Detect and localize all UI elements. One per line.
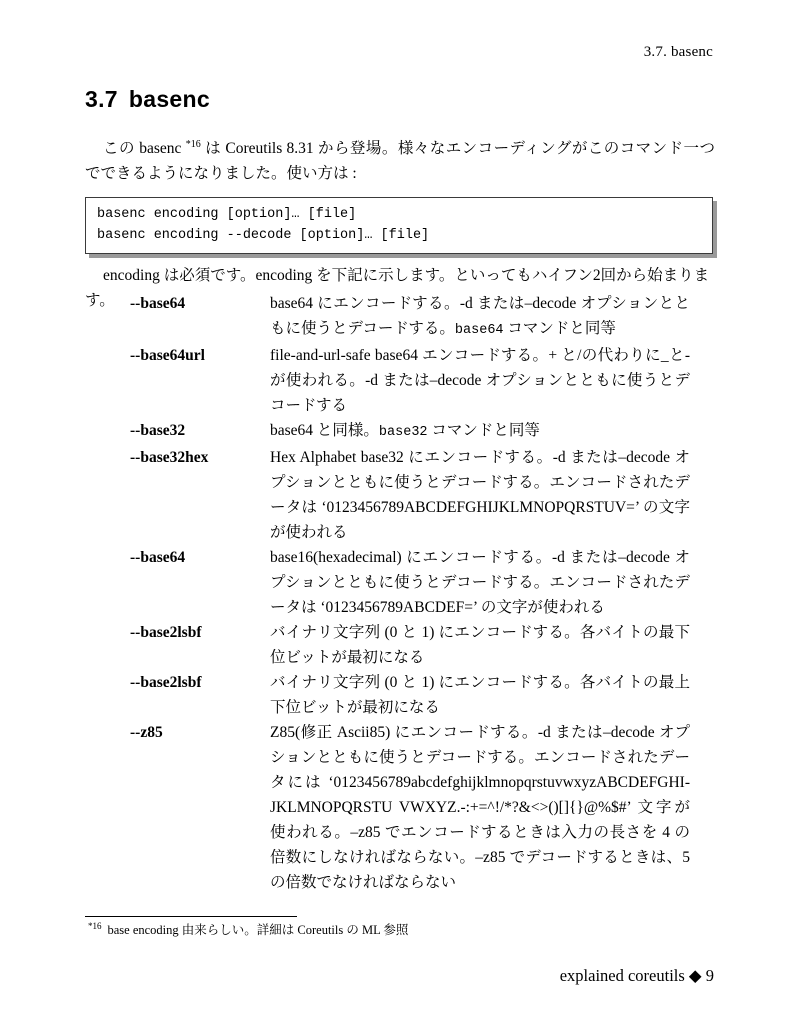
option-description: base64 と同様。base32 コマンドと同等 <box>270 422 540 440</box>
usage-code-box <box>85 197 713 254</box>
option-term: --base2lsbf <box>130 624 202 641</box>
option-term: --base2lsbf <box>130 674 202 691</box>
option-row <box>85 291 715 343</box>
option-description: base64 にエンコードする。-d または–decode オプションとともに使うとデコードする。base64 コマンドと同等 <box>270 295 690 338</box>
section-number: 3.7 <box>85 86 118 112</box>
option-term: --z85 <box>130 724 163 741</box>
option-row <box>85 545 715 620</box>
option-term: --base32 <box>130 422 186 439</box>
page-footer: explained coreutils ◆ 9 <box>559 966 714 985</box>
option-description: Z85(修正 Ascii85) にエンコードする。-d または–decode オプションとともに使うとデコードする。エンコードされたデータには ‘0123456789abcdefghijklmnopqrstuvwxyzABCDEFGHI-JKLMNOPQRSTU VWXYZ.-:+=^!/*?&<>()[]{}@%$#’ 文字が使われる。–z85 でエンコードするときは入力の長さを 4 の倍数にしなければならない。–z85 でデコードするときは、5 の倍数でなければならない <box>270 724 690 891</box>
section-heading <box>85 86 210 113</box>
intro-paragraph <box>85 136 715 186</box>
option-description: file-and-url-safe base64 エンコードする。+ と/の代わりに_と- が使われる。-d または–decode オプションとともに使うとデコードする <box>270 347 690 414</box>
options-list <box>85 291 715 895</box>
option-row <box>85 445 715 545</box>
option-term: --base64 <box>130 295 186 312</box>
option-row <box>85 670 715 720</box>
footnote-text: base encoding 由来らしい。詳細は Coreutils の ML 参照 <box>107 923 409 937</box>
footnote <box>88 921 708 939</box>
option-row <box>85 620 715 670</box>
footnote-marker: *16 <box>88 920 102 931</box>
footnote-ref: *16 <box>185 138 201 150</box>
option-description: バイナリ文字列 (0 と 1) にエンコードする。各バイトの最下位ビットが最初になる <box>270 624 690 666</box>
intro-text-before: この basenc <box>103 140 186 157</box>
code-line-encode: basenc encoding [option]… [file] <box>97 207 357 222</box>
code-line-decode: basenc encoding --decode [option]… [file] <box>97 228 430 243</box>
option-description: バイナリ文字列 (0 と 1) にエンコードする。各バイトの最上下位ビットが最初になる <box>270 674 690 716</box>
section-title: basenc <box>128 86 210 112</box>
option-row <box>85 343 715 418</box>
running-head: 3.7. basenc <box>643 44 713 60</box>
encoding-note-paragraph: encoding は必須です。encoding を下記に示します。といってもハイフン2回から始まります。 <box>85 267 710 309</box>
footnote-rule <box>85 916 297 917</box>
option-description: Hex Alphabet base32 にエンコードする。-d または–decode オプションとともに使うとデコードする。エンコードされたデータは ‘0123456789ABCDEFGHIJKLMNOPQRSTUV=’ の文字が使われる <box>270 449 690 541</box>
option-term: --base64url <box>130 347 205 364</box>
option-description: base16(hexadecimal) にエンコードする。-d または–decode オプションとともに使うとデコードする。エンコードされたデータは ‘0123456789ABCDEF=’ の文字が使われる <box>270 549 690 616</box>
option-term: --base64 <box>130 549 186 566</box>
intro-text-after: は Coreutils 8.31 から登場。様々なエンコーディングがこのコマンド一つでできるようになりました。使い方は : <box>85 140 715 182</box>
option-term: --base32hex <box>130 449 209 466</box>
option-row <box>85 720 715 895</box>
option-row <box>85 418 715 445</box>
